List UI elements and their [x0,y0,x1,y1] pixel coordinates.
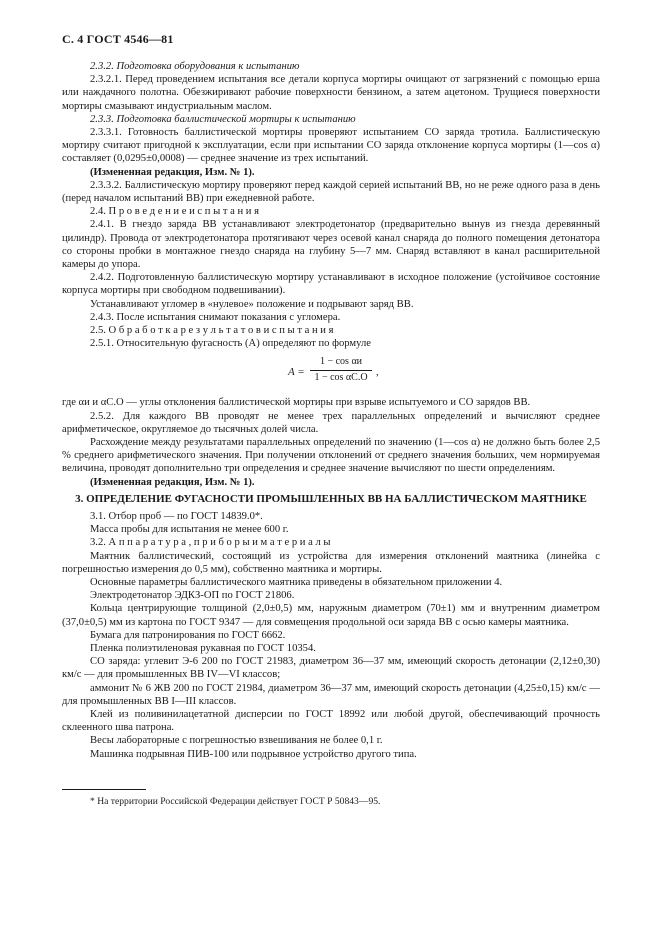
paragraph-pendulum: Маятник баллистический, состоящий из устройства для измерения отклонений маятника (линейка с погрешностью измерения до 0,5 мм), собственно маятника и мортиры. [62,550,600,575]
formula-trail: , [376,367,379,379]
subsection-heading-3-2: 3.2. А п п а р а т у р а , п р и б о р ы и м а т е р и а л ы [90,537,331,549]
section-title-3: 3. ОПРЕДЕЛЕНИЕ ФУГАСНОСТИ ПРОМЫШЛЕННЫХ ВВ НА БАЛЛИСТИЧЕСКОМ МАЯТНИКЕ [75,492,587,505]
footnote-divider [62,789,146,790]
paragraph-divergence: Расхождение между результатами параллельных определений по значению (1—cos α) не должно быть более 2,5 % среднего арифметического значения. При получении отклонений от среднего значения больших, чем нормируемая величина, проводят дополнительно три определения и среднее значение вычисляют по шести определениям. [62,437,600,475]
paragraph-co-charge: СО заряда: углевит Э-6 200 по ГОСТ 21983, диаметром 36—37 мм, имеющий скорость детонации (2,12±0,30) км/с — для промышленных ВВ IV—VI классов; [62,656,600,681]
formula-lhs: A = [288,366,305,379]
formula-relative-brisance [62,352,600,396]
paragraph-2-3-3-1: 2.3.3.1. Готовность баллистической мортиры проверяют испытанием СО заряда тротила. Баллистическую мортиру считают пригодной к эксплуатации, если при испытании СО заряда отклонение корпуса мортиры (1—cos α) составляет (0,0295±0,0008) — среднее значение из трех испытаний. [62,127,600,165]
paragraph-2-4-2: 2.4.2. Подготовленную баллистическую мортиру устанавливают в исходное положение (устойчивое состояние корпуса мортиры при свободном подвешивании). [62,272,600,297]
formula-numerator: 1 − cos αи [310,355,372,370]
paragraph-zero-position: Устанавливают угломер в «нулевое» положение и подрывают заряд ВВ. [90,298,414,310]
paragraph-rings: Кольца центрирующие толщиной (2,0±0,5) мм, наружным диаметром (70±1) мм и внутренним диаметром (37,0±0,5) мм из картона по ГОСТ 9347 — для совмещения продольной оси заряда ВВ с осью камеры маятника. [62,603,600,628]
paragraph-2-4-1: 2.4.1. В гнездо заряда ВВ устанавливают электродетонатор (предварительно вынув из гнезда деревянный цилиндр). Провода от электродетонатора протягивают через осевой канал снаряда до полного помещения детонатора со стороны пробки в монтажное гнездо снаряда на глубину 5—7 мм. Снаряд вставляют в канал расширительной камеры до упора. [62,219,600,271]
amendment-note-2: (Измененная редакция, Изм. № 1). [90,476,255,488]
footnote: * На территории Российской Федерации действует ГОСТ Р 50843—95. [90,796,381,807]
paragraph-detonator: Электродетонатор ЭДКЗ-ОП по ГОСТ 21806. [90,590,295,602]
subsection-heading-2-3-2: 2.3.2. Подготовка оборудования к испытанию [90,61,300,72]
paragraph-2-5-2: 2.5.2. Для каждого ВВ проводят не менее трех параллельных определений и вычисляют среднее арифметическое, округляемое до тысячных долей числа. [62,410,600,435]
paragraph-3-1: 3.1. Отбор проб — по ГОСТ 14839.0*. [90,510,263,522]
subsection-heading-2-5: 2.5. О б р а б о т к а р е з у л ь т а т о в и с п ы т а н и я [90,325,334,337]
paragraph-glue: Клей из поливинилацетатной дисперсии по ГОСТ 18992 или любой другой, обеспечивающий прочность склеенного шва патрона. [62,708,600,734]
formula-fraction [310,355,372,383]
paragraph-2-3-2-1: 2.3.2.1. Перед проведением испытания все детали корпуса мортиры очищают от загрязнений с помощью ерша или наждачного полотна. Обезжиривают рабочие поверхности бензином, а затем ацетоном. Трущиеся поверхности мортиры смазывают индустриальным маслом. [62,74,600,112]
paragraph-scales: Весы лабораторные с погрешностью взвешивания не более 0,1 г. [90,735,383,747]
amendment-note: (Измененная редакция, Изм. № 1). [90,166,255,178]
paragraph-2-4-3: 2.4.3. После испытания снимают показания с угломера. [90,311,341,323]
subsection-heading-2-4: 2.4. П р о в е д е н и е и с п ы т а н и я [90,206,259,218]
paragraph-formula-legend: где αи и αС.О — углы отклонения баллистической мортиры при взрыве испытуемого и СО зарядов ВВ. [62,397,531,409]
paragraph-pendulum-params: Основные параметры баллистического маятника приведены в обязательном приложении 4. [90,576,503,588]
paragraph-2-5-1: 2.5.1. Относительную фугасность (А) определяют по формуле [90,338,371,350]
page-header: С. 4 ГОСТ 4546—81 [62,32,174,46]
document-body [62,60,600,761]
paragraph-2-3-3-2: 2.3.3.2. Баллистическую мортиру проверяют перед каждой серией испытаний ВВ, но не реже одного раза в день (перед началом испытаний ВВ) при ежедневной работе. [62,179,600,205]
paragraph-film: Пленка полиэтиленовая рукавная по ГОСТ 10354. [90,642,316,654]
paragraph-paper: Бумага для патронирования по ГОСТ 6662. [90,629,286,641]
paragraph-sample-mass: Масса пробы для испытания не менее 600 г. [90,524,289,536]
formula-denominator: 1 − cos αС.О [314,371,368,383]
subsection-heading-2-3-3: 2.3.3. Подготовка баллистической мортиры к испытанию [90,113,356,125]
paragraph-blasting-machine: Машинка подрывная ПИВ-100 или подрывное устройство другого типа. [90,748,417,760]
paragraph-ammonite: аммонит № 6 ЖВ 200 по ГОСТ 21984, диаметром 36—37 мм, имеющий скорость детонации (4,25±0,15) км/с — для промышленных ВВ I—III классов. [62,682,600,707]
